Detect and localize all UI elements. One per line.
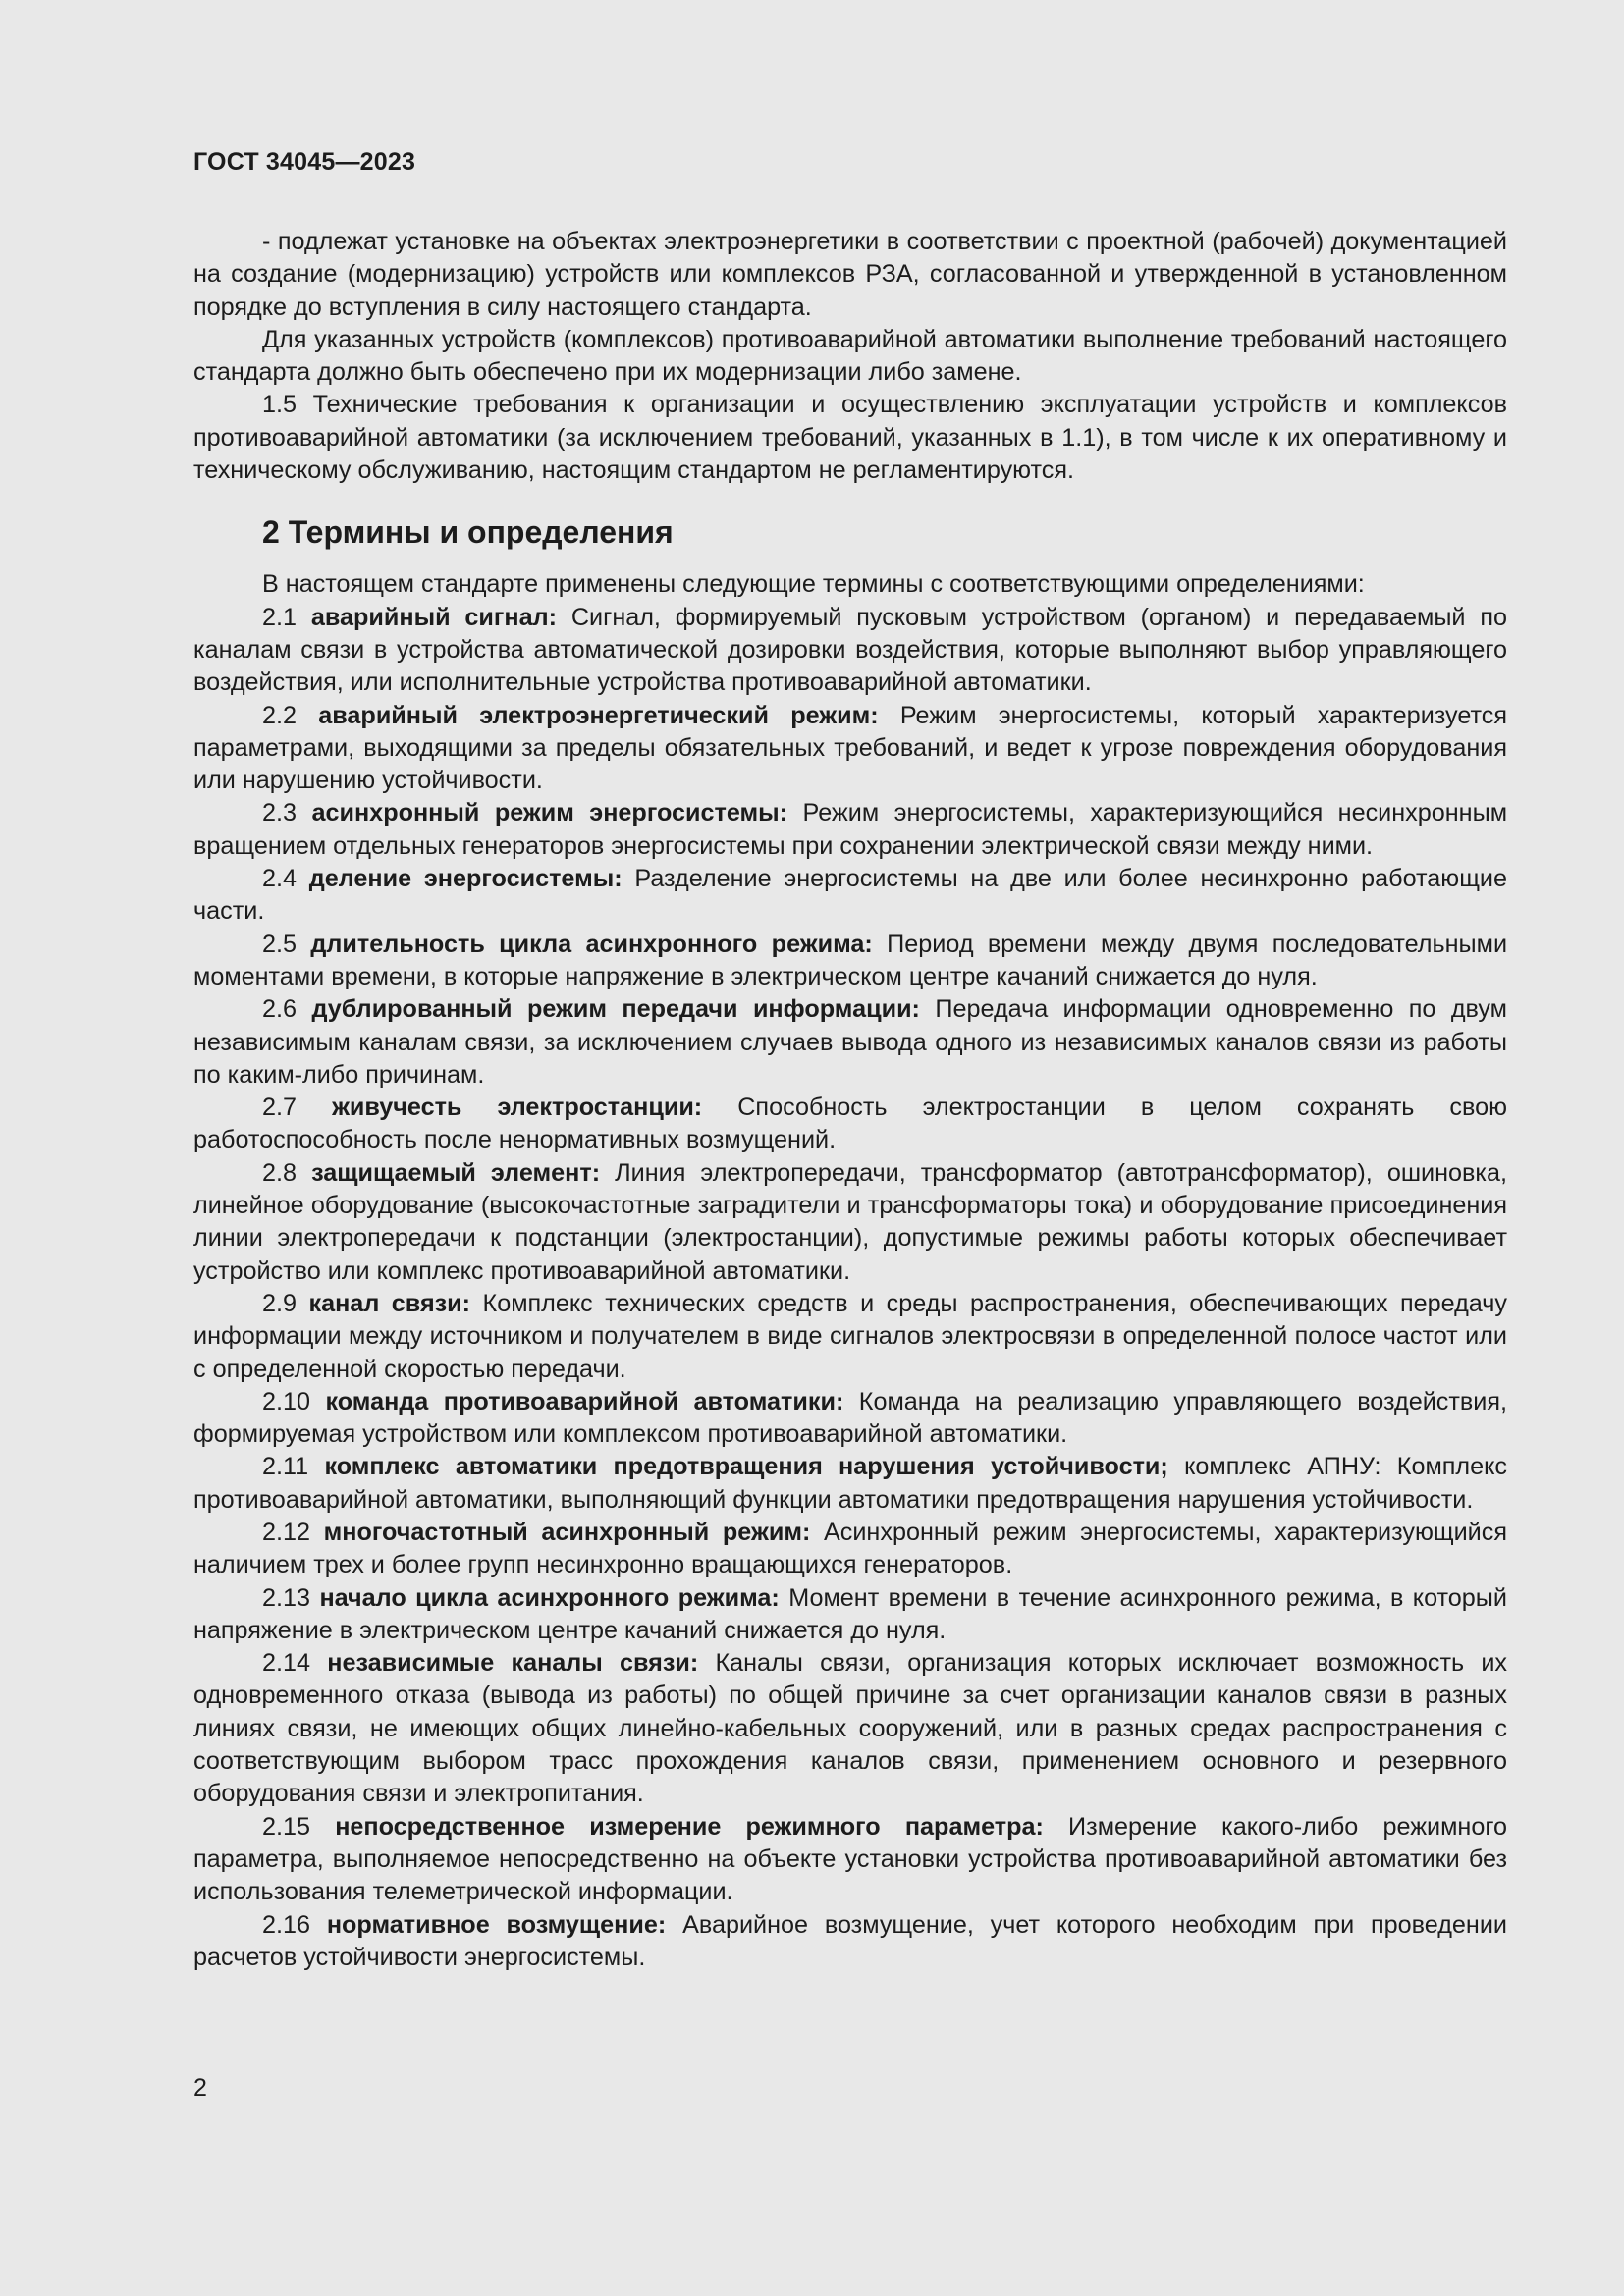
section-lead: В настоящем стандарте применены следующие термины с соответствующими определениями: bbox=[262, 570, 1365, 599]
term-name: деление энергосистемы: bbox=[308, 865, 623, 893]
term-definition: Команда на реализацию управляющего воздействия, формируемая устройством или комплексом противоаварийной автоматики. bbox=[193, 1387, 1507, 1449]
term-2-13 bbox=[193, 1582, 1507, 1648]
term-2-6 bbox=[193, 993, 1507, 1092]
term-name: защищаемый элемент: bbox=[311, 1158, 601, 1187]
term-number: 2.7 bbox=[262, 1094, 333, 1122]
term-2-5 bbox=[193, 929, 1507, 994]
term-2-14 bbox=[193, 1647, 1507, 1810]
term-name: начало цикла асинхронного режима: bbox=[319, 1583, 780, 1612]
term-number: 2.6 bbox=[262, 995, 312, 1024]
term-2-4 bbox=[193, 863, 1507, 929]
term-2-12 bbox=[193, 1517, 1507, 1582]
term-name: комплекс автоматики предотвращения нарушения устойчивости; bbox=[324, 1453, 1168, 1481]
term-name: дублированный режим передачи информации: bbox=[311, 995, 920, 1024]
term-definition: комплекс АПНУ: Комплекс противоаварийной автоматики, выполняющий функции автоматики предотвращения нарушения устойчивости. bbox=[193, 1453, 1508, 1514]
term-name: нормативное возмущение: bbox=[326, 1910, 667, 1939]
term-name: команда противоаварийной автоматики: bbox=[325, 1387, 844, 1415]
term-definition: Способность электростанции в целом сохранять свою работоспособность после ненормативных возмущений. bbox=[193, 1094, 1507, 1154]
term-name: независимые каналы связи: bbox=[327, 1649, 699, 1678]
term-2-8 bbox=[193, 1157, 1507, 1288]
term-name: непосредственное измерение режимного параметра: bbox=[335, 1812, 1044, 1841]
term-2-1 bbox=[193, 602, 1507, 700]
term-name: многочастотный асинхронный режим: bbox=[323, 1518, 811, 1546]
standard-header: ГОСТ 34045—2023 bbox=[193, 148, 416, 176]
section-heading: 2 Термины и определения bbox=[262, 514, 674, 551]
term-number: 2.3 bbox=[262, 799, 312, 828]
term-number: 2.8 bbox=[262, 1158, 312, 1187]
clause-1-5: 1.5 Технические требования к организации и осуществлению эксплуатации устройств и комплексов противоаварийной автоматики (за исключением требований, указанных в 1.1), в том числе к их оперативному и техническому обслуживанию, настоящим стандартом не регламентируются. bbox=[193, 391, 1507, 485]
term-definition: Разделение энергосистемы на две или более несинхронно работающие части. bbox=[193, 865, 1508, 926]
term-definition: Режим энергосистемы, который характеризуется параметрами, выходящими за пределы обязательных требований, и ведет к угрозе повреждения оборудования или нарушению устойчивости. bbox=[193, 701, 1507, 795]
document-body bbox=[193, 226, 1507, 1974]
term-number: 2.10 bbox=[262, 1387, 326, 1415]
page-number: 2 bbox=[193, 2074, 207, 2102]
term-definition: Линия электропередачи, трансформатор (автотрансформатор), ошиновка, линейное оборудование (высокочастотные заградители и трансформаторы тока) и оборудование присоединения линии электропередачи к подстанции (электростанции), допустимые режимы работы которых обеспечивает устройство или комплекс противоаварийной автоматики. bbox=[193, 1158, 1507, 1285]
term-2-10 bbox=[193, 1386, 1507, 1452]
term-2-3 bbox=[193, 797, 1507, 863]
term-name: асинхронный режим энергосистемы: bbox=[311, 799, 788, 828]
term-name: аварийный электроэнергетический режим: bbox=[318, 701, 879, 729]
term-definition: Передача информации одновременно по двум независимым каналам связи, за исключением случаев вывода одного из независимых каналов связи из работы по каким-либо причинам. bbox=[193, 995, 1508, 1089]
term-2-15 bbox=[193, 1811, 1507, 1909]
term-number: 2.5 bbox=[262, 930, 311, 958]
term-definition: Момент времени в течение асинхронного режима, в который напряжение в электрическом центре качаний снижается до нуля. bbox=[193, 1583, 1507, 1644]
term-definition: Сигнал, формируемый пусковым устройством (органом) и передаваемый по каналам связи в устройства автоматической дозировки воздействия, которые выполняют выбор управляющего воздействия, или исполнительные устройства противоаварийной автоматики. bbox=[193, 603, 1507, 697]
term-name: живучесть электростанции: bbox=[332, 1094, 703, 1122]
term-number: 2.4 bbox=[262, 865, 309, 893]
term-definition: Аварийное возмущение, учет которого необходим при проведении расчетов устойчивости энергосистемы. bbox=[193, 1910, 1507, 1971]
term-definition: Комплекс технических средств и среды распространения, обеспечивающих передачу информации между источником и получателем в виде сигналов электросвязи в определенной полосе частот или с определенной скоростью передачи. bbox=[193, 1289, 1507, 1383]
term-name: аварийный сигнал: bbox=[310, 603, 558, 631]
term-2-2 bbox=[193, 700, 1507, 798]
term-definition: Каналы связи, организация которых исключает возможность их одновременного отказа (вывода из работы) по общей причине за счет организации каналов связи в разных линиях связи, не имеющих общих линейно-кабельных сооружений, или в разных средах распространения с соответствующим выбором трасс прохождения каналов связи, применением основного и резервного оборудования связи и электропитания. bbox=[193, 1649, 1507, 1808]
term-number: 2.14 bbox=[262, 1649, 328, 1678]
term-number: 2.11 bbox=[262, 1453, 325, 1481]
term-number: 2.15 bbox=[262, 1812, 336, 1841]
term-number: 2.1 bbox=[262, 603, 311, 631]
term-definition: Режим энергосистемы, характеризующийся несинхронным вращением отдельных генераторов энергосистемы при сохранении электрической связи между ними. bbox=[193, 799, 1508, 860]
term-2-16 bbox=[193, 1909, 1507, 1975]
term-number: 2.13 bbox=[262, 1583, 320, 1612]
term-name: длительность цикла асинхронного режима: bbox=[310, 930, 873, 958]
term-definition: Измерение какого-либо режимного параметра, выполняемое непосредственно на объекте установки устройства противоаварийной автоматики без использования телеметрической информации. bbox=[193, 1812, 1507, 1906]
term-number: 2.12 bbox=[262, 1518, 324, 1546]
term-number: 2.9 bbox=[262, 1289, 309, 1317]
term-definition: Период времени между двумя последовательными моментами времени, в которые напряжение в электрическом центре качаний снижается до нуля. bbox=[193, 930, 1508, 990]
term-name: канал связи: bbox=[308, 1289, 471, 1317]
term-2-9 bbox=[193, 1288, 1507, 1386]
intro-paragraph-1: - подлежат установке на объектах электроэнергетики в соответствии с проектной (рабочей) документацией на создание (модернизацию) устройств или комплексов РЗА, согласованной и утвержденной в установленном порядке до вступления в силу настоящего стандарта. bbox=[193, 228, 1507, 321]
term-definition: Асинхронный режим энергосистемы, характеризующийся наличием трех и более групп несинхронно вращающихся генераторов. bbox=[193, 1518, 1507, 1579]
term-2-7 bbox=[193, 1092, 1507, 1157]
intro-paragraph-2: Для указанных устройств (комплексов) противоаварийной автоматики выполнение требований настоящего стандарта должно быть обеспечено при их модернизации либо замене. bbox=[193, 325, 1507, 387]
term-number: 2.16 bbox=[262, 1910, 327, 1939]
term-number: 2.2 bbox=[262, 701, 319, 729]
term-2-11 bbox=[193, 1451, 1507, 1517]
